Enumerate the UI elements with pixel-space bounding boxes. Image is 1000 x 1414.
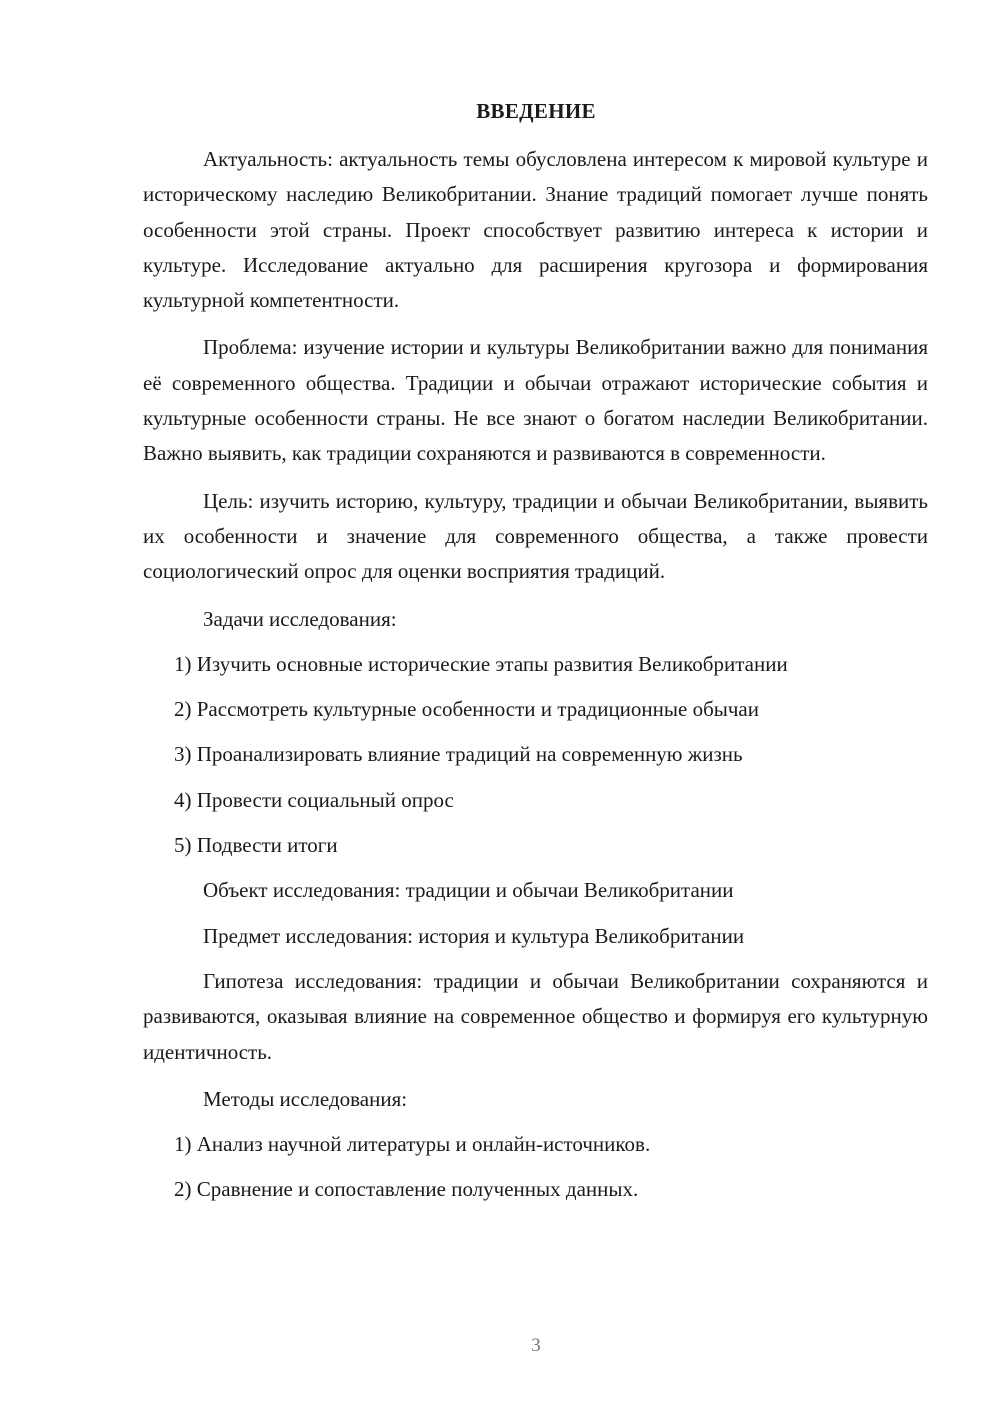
relevance-paragraph: Актуальность: актуальность темы обусловлена интересом к мировой культуре и историческому наследию Великобритании. Знание традиций помогает лучше понять особенности этой страны. Проект способствует развитию интереса к истории и культуре. Исследование актуально для расширения кругозора и формирования культурной компетентности. [143, 147, 928, 313]
task-item: 4) Провести социальный опрос [174, 787, 454, 812]
page-title: ВВЕДЕНИЕ [476, 99, 596, 123]
methods-heading: Методы исследования: [203, 1086, 408, 1111]
task-item: 1) Изучить основные исторические этапы развития Великобритании [174, 651, 788, 676]
tasks-heading: Задачи исследования: [203, 606, 397, 631]
page-number: 3 [531, 1335, 541, 1356]
page-content [143, 142, 928, 1218]
task-item: 3) Проанализировать влияние традиций на современную жизнь [174, 742, 743, 767]
object-paragraph: Объект исследования: традиции и обычаи Великобритании [203, 878, 734, 903]
method-item: 2) Сравнение и сопоставление полученных данных. [174, 1177, 639, 1202]
problem-paragraph: Проблема: изучение истории и культуры Великобритании важно для понимания её современного общества. Традиции и обычаи отражают исторические события и культурные особенности страны. Не все знают о богатом наследии Великобритании. Важно выявить, как традиции сохраняются и развиваются в современности. [143, 335, 928, 466]
subject-paragraph: Предмет исследования: история и культура Великобритании [203, 923, 745, 948]
goal-paragraph: Цель: изучить историю, культуру, традиции и обычаи Великобритании, выявить их особенности и значение для современного общества, а также провести социологический опрос для оценки восприятия традиций. [143, 488, 928, 584]
method-item: 1) Анализ научной литературы и онлайн-источников. [174, 1132, 651, 1157]
task-item: 2) Рассмотреть культурные особенности и традиционные обычаи [174, 697, 759, 722]
hypothesis-paragraph: Гипотеза исследования: традиции и обычаи Великобритании сохраняются и развиваются, оказывая влияние на современное общество и формируя его культурную идентичность. [143, 968, 928, 1064]
task-item: 5) Подвести итоги [174, 833, 338, 858]
